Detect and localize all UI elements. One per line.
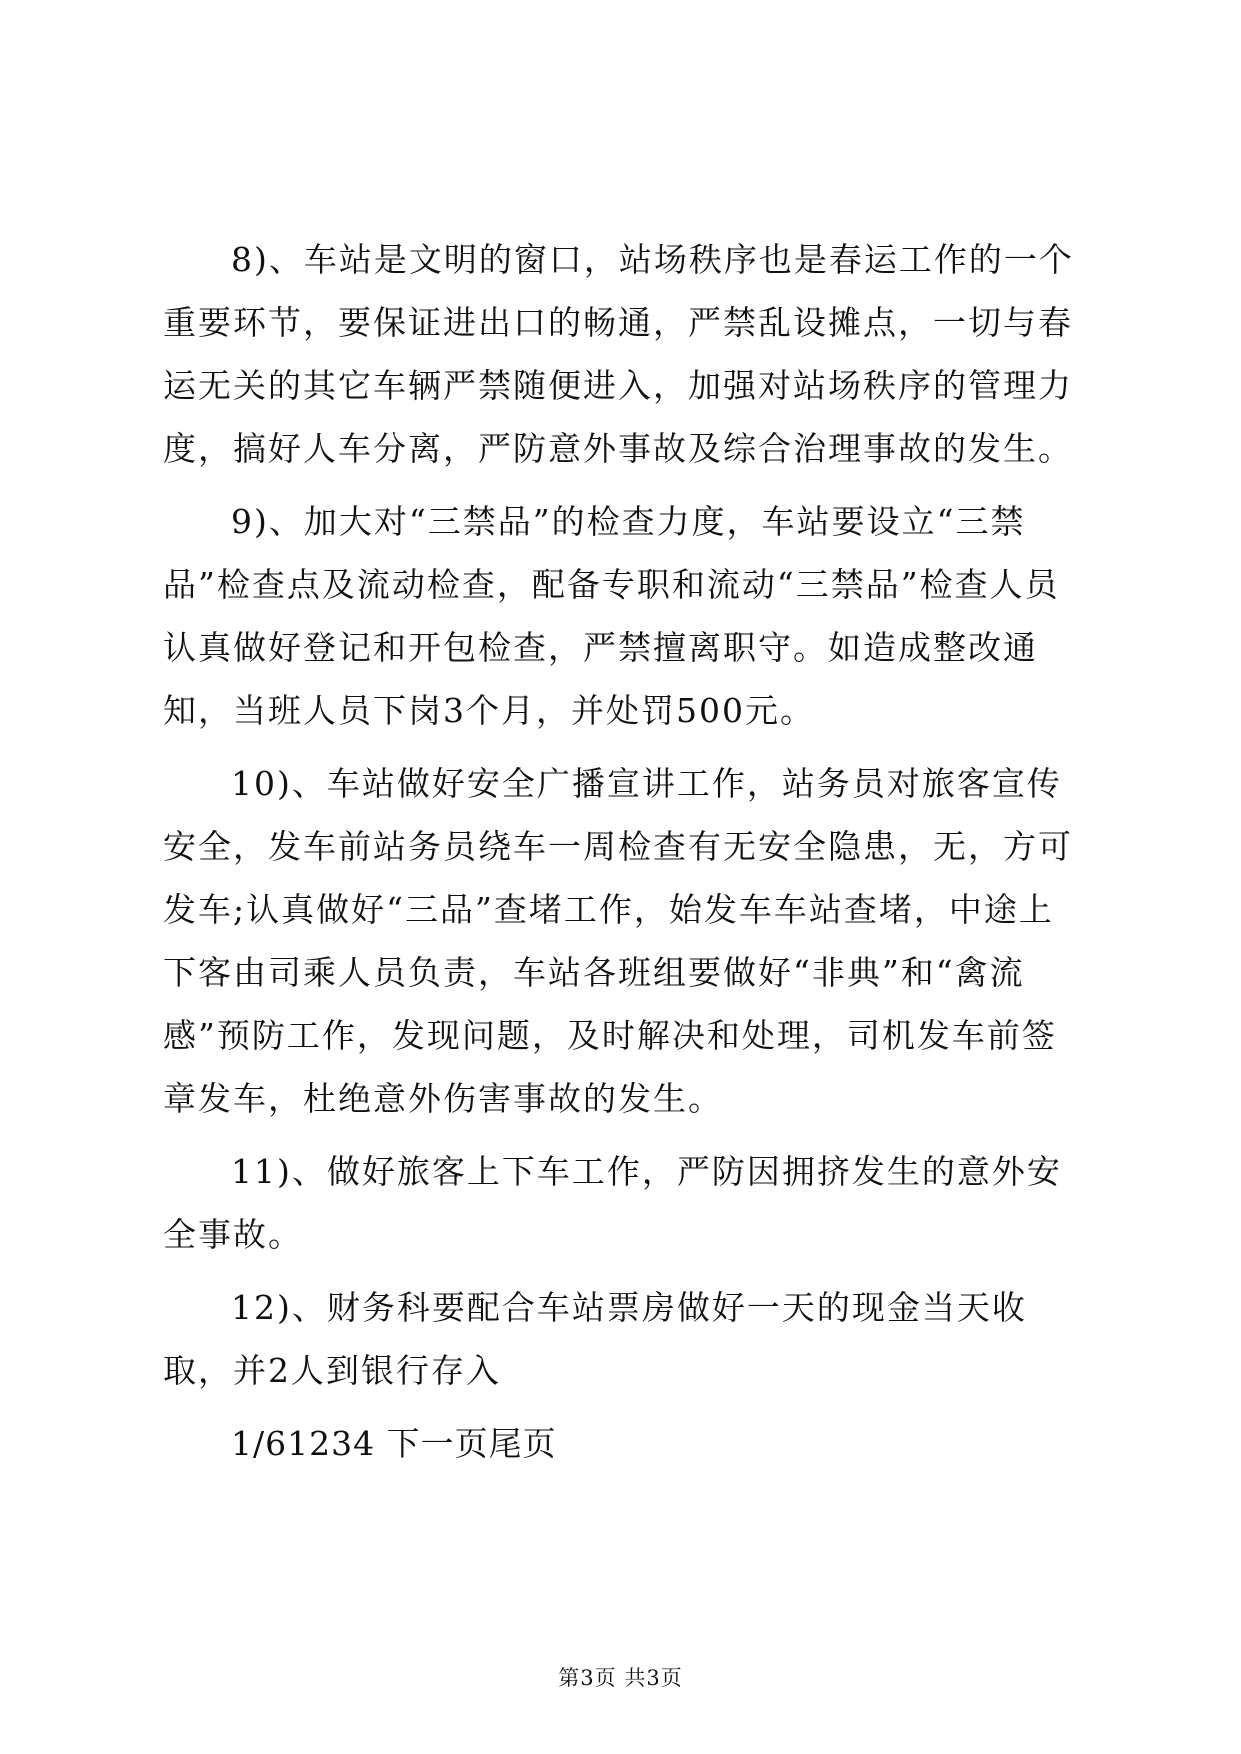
paragraph-9: 9)、加大对“三禁品”的检查力度，车站要设立“三禁品”检查点及流动检查，配备专职和流动“三禁品”检查人员认真做好登记和开包检查，严禁擅离职守。如造成整改通知，当班人员下岗3个月，并处罚500元。: [163, 502, 1060, 730]
paragraph-10: 10)、车站做好安全广播宣讲工作，站务员对旅客宣传安全，发车前站务员绕车一周检查有无安全隐患，无，方可发车;认真做好“三品”查堵工作，始发车车站查堵，中途上下客由司乘人员负责，车站各班组要做好“非典”和“禽流感”预防工作，发现问题，及时解决和处理，司机发车前签章发车，杜绝意外伤害事故的发生。: [163, 764, 1073, 1118]
paragraph-11: 11)、做好旅客上下车工作，严防因拥挤发生的意外安全事故。: [163, 1152, 1062, 1254]
page-footer: 第3页 共3页: [558, 1666, 683, 1690]
document-body: [163, 228, 1088, 1475]
paragraph-12: 12)、财务科要配合车站票房做好一天的现金当天收取，并2人到银行存入: [163, 1288, 1027, 1390]
page-navigation: 1/61234 下一页尾页: [231, 1424, 557, 1463]
paragraph-8: 8)、车站是文明的窗口，站场秩序也是春运工作的一个重要环节，要保证进出口的畅通，严禁乱设摊点，一切与春运无关的其它车辆严禁随便进入，加强对站场秩序的管理力度，搞好人车分离，严防意外事故及综合治理事故的发生。: [163, 240, 1074, 468]
